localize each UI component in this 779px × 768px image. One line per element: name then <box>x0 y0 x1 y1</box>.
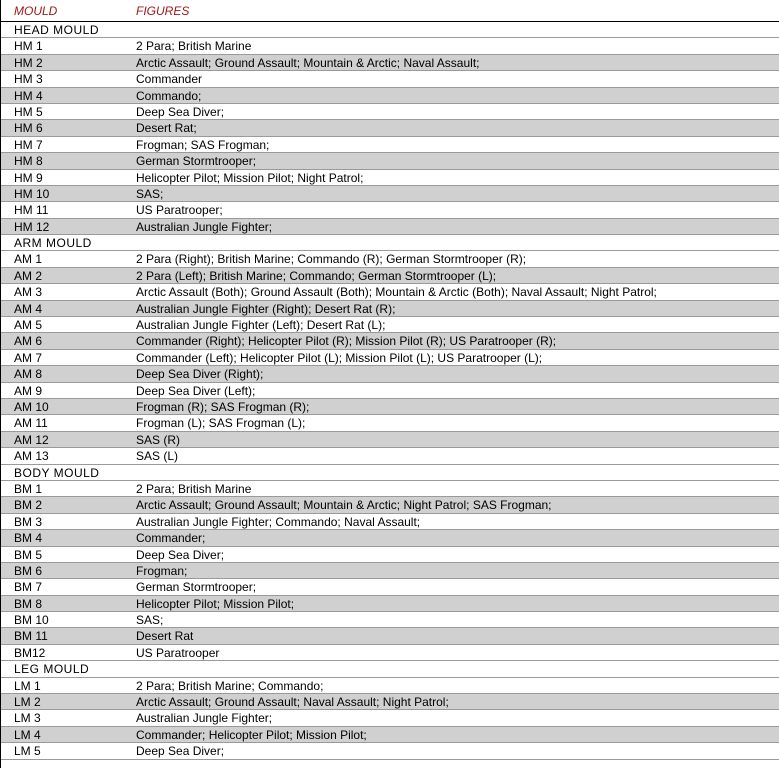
mould-cell: LM 1 <box>14 678 41 693</box>
table-row <box>0 628 779 644</box>
table-row <box>0 219 779 235</box>
table-row <box>0 612 779 628</box>
table-row <box>0 366 779 382</box>
table-row <box>0 694 779 710</box>
section-header <box>0 22 779 38</box>
mould-cell: BM 2 <box>14 498 43 513</box>
mould-cell: AM 10 <box>14 399 49 414</box>
figures-cell: Australian Jungle Fighter; <box>136 219 273 234</box>
figures-cell: 2 Para; British Marine <box>136 481 252 496</box>
table-row <box>0 743 779 759</box>
figures-cell: Deep Sea Diver; <box>136 744 225 759</box>
table-row <box>0 153 779 169</box>
figures-cell: Australian Jungle Fighter; <box>136 711 273 726</box>
mould-cell: BM 7 <box>14 580 43 595</box>
table-body <box>0 22 779 760</box>
mould-cell: BM 5 <box>14 547 43 562</box>
mould-cell: HM 2 <box>14 55 43 70</box>
mould-cell: BM 10 <box>14 613 49 628</box>
table-row <box>0 317 779 333</box>
figures-cell: Australian Jungle Fighter (Left); Desert Rat (L); <box>136 318 386 333</box>
header-figures: FIGURES <box>136 4 190 18</box>
figures-cell: Arctic Assault (Both); Ground Assault (Both); Mountain & Arctic (Both); Naval Assault; Night Patrol; <box>136 285 657 300</box>
figures-cell: Deep Sea Diver (Right); <box>136 367 264 382</box>
table-row <box>0 137 779 153</box>
figures-cell: Helicopter Pilot; Mission Pilot; Night Patrol; <box>136 170 364 185</box>
mould-cell: AM 12 <box>14 432 49 447</box>
section-header <box>0 661 779 677</box>
figures-cell: German Stormtrooper; <box>136 580 257 595</box>
figures-cell: SAS; <box>136 186 164 201</box>
figures-cell: Arctic Assault; Ground Assault; Mountain & Arctic; Night Patrol; SAS Frogman; <box>136 498 552 513</box>
mould-cell: AM 8 <box>14 367 43 382</box>
table-row <box>0 71 779 87</box>
figures-cell: Arctic Assault; Ground Assault; Mountain & Arctic; Naval Assault; <box>136 55 480 70</box>
figures-cell: 2 Para (Left); British Marine; Commando; German Stormtrooper (L); <box>136 268 497 283</box>
table-row <box>0 497 779 513</box>
figures-cell: Frogman (L); SAS Frogman (L); <box>136 416 306 431</box>
mould-cell: BM 8 <box>14 596 43 611</box>
table-row <box>0 530 779 546</box>
mould-cell: AM 7 <box>14 350 43 365</box>
mould-cell: BM 6 <box>14 563 43 578</box>
table-row <box>0 727 779 743</box>
table-row <box>0 415 779 431</box>
section-header <box>0 465 779 481</box>
mould-cell: AM 5 <box>14 318 43 333</box>
table-row <box>0 547 779 563</box>
table-row <box>0 202 779 218</box>
figures-cell: Commando; <box>136 88 202 103</box>
figures-cell: Deep Sea Diver (Left); <box>136 383 256 398</box>
figures-cell: Commander <box>136 72 203 87</box>
table-row <box>0 432 779 448</box>
figures-cell: Australian Jungle Fighter; Commando; Naval Assault; <box>136 514 421 529</box>
mould-cell: LM 4 <box>14 727 41 742</box>
mould-cell: LM 3 <box>14 711 41 726</box>
figures-cell: Frogman (R); SAS Frogman (R); <box>136 399 310 414</box>
figures-cell: 2 Para (Right); British Marine; Commando (R); German Stormtrooper (R); <box>136 252 527 267</box>
figures-cell: Desert Rat; <box>136 121 197 136</box>
section-title: BODY MOULD <box>14 465 100 480</box>
header-mould: MOULD <box>14 4 58 18</box>
table-row <box>0 170 779 186</box>
mould-cell: BM 1 <box>14 481 43 496</box>
mould-cell: BM 4 <box>14 531 43 546</box>
mould-cell: HM 10 <box>14 186 50 201</box>
figures-cell: Commander; Helicopter Pilot; Mission Pilot; <box>136 727 367 742</box>
figures-cell: Frogman; SAS Frogman; <box>136 137 270 152</box>
table-row <box>0 301 779 317</box>
table-row <box>0 284 779 300</box>
table-row <box>0 88 779 104</box>
mould-cell: HM 6 <box>14 121 43 136</box>
mould-cell: AM 1 <box>14 252 43 267</box>
mould-cell: BM 3 <box>14 514 43 529</box>
figures-cell: 2 Para; British Marine; Commando; <box>136 678 324 693</box>
figures-cell: SAS; <box>136 613 164 628</box>
table-row <box>0 333 779 349</box>
table-row <box>0 710 779 726</box>
figures-cell: Frogman; <box>136 563 188 578</box>
figures-cell: Australian Jungle Fighter (Right); Desert Rat (R); <box>136 301 396 316</box>
table-row <box>0 350 779 366</box>
table-row <box>0 579 779 595</box>
mould-cell: LM 5 <box>14 744 41 759</box>
mould-cell: LM 2 <box>14 695 41 710</box>
table-row <box>0 383 779 399</box>
table-row <box>0 563 779 579</box>
mould-cell: AM 2 <box>14 268 43 283</box>
table-row <box>0 448 779 464</box>
figures-cell: SAS (L) <box>136 449 179 464</box>
figures-cell: Deep Sea Diver; <box>136 104 225 119</box>
mould-cell: AM 9 <box>14 383 43 398</box>
figures-cell: Commander (Left); Helicopter Pilot (L); Mission Pilot (L); US Paratrooper (L); <box>136 350 543 365</box>
table-row <box>0 251 779 267</box>
table-row <box>0 481 779 497</box>
mould-cell: AM 13 <box>14 449 49 464</box>
table-row <box>0 120 779 136</box>
mould-cell: HM 3 <box>14 72 43 87</box>
mould-cell: AM 11 <box>14 416 48 431</box>
figures-cell: US Paratrooper <box>136 645 220 660</box>
figures-cell: 2 Para; British Marine <box>136 39 252 54</box>
figures-cell: US Paratrooper; <box>136 203 223 218</box>
figures-cell: Desert Rat <box>136 629 194 644</box>
figures-cell: German Stormtrooper; <box>136 154 257 169</box>
mould-cell: HM 12 <box>14 219 50 234</box>
table-row <box>0 645 779 661</box>
section-title: HEAD MOULD <box>14 23 100 37</box>
table-row <box>0 268 779 284</box>
mould-cell: HM 11 <box>14 203 49 218</box>
mould-cell: AM 3 <box>14 285 43 300</box>
figures-cell: Deep Sea Diver; <box>136 547 225 562</box>
mould-cell: HM 1 <box>14 39 43 54</box>
mould-cell: AM 4 <box>14 301 43 316</box>
mould-cell: BM 11 <box>14 629 48 644</box>
table-row <box>0 514 779 530</box>
mould-cell: AM 6 <box>14 334 43 349</box>
mould-cell: HM 7 <box>14 137 43 152</box>
figures-cell: SAS (R) <box>136 432 181 447</box>
figures-cell: Arctic Assault; Ground Assault; Naval Assault; Night Patrol; <box>136 695 449 710</box>
mould-cell: HM 5 <box>14 104 43 119</box>
table-row <box>0 55 779 71</box>
mould-cell: HM 9 <box>14 170 43 185</box>
table-row <box>0 678 779 694</box>
mould-cell: BM12 <box>14 645 46 660</box>
table-row <box>0 104 779 120</box>
table-row <box>0 399 779 415</box>
figures-cell: Commander (Right); Helicopter Pilot (R); Mission Pilot (R); US Paratrooper (R); <box>136 334 557 349</box>
mould-cell: HM 4 <box>14 88 43 103</box>
section-title: LEG MOULD <box>14 662 90 677</box>
section-header <box>0 235 779 251</box>
figures-cell: Commander; <box>136 531 206 546</box>
table-row <box>0 186 779 202</box>
mould-cell: HM 8 <box>14 154 43 169</box>
table-row <box>0 596 779 612</box>
table-row <box>0 38 779 54</box>
figures-cell: Helicopter Pilot; Mission Pilot; <box>136 596 295 611</box>
left-border <box>0 0 1 768</box>
section-title: ARM MOULD <box>14 236 92 251</box>
table-header <box>0 0 779 22</box>
